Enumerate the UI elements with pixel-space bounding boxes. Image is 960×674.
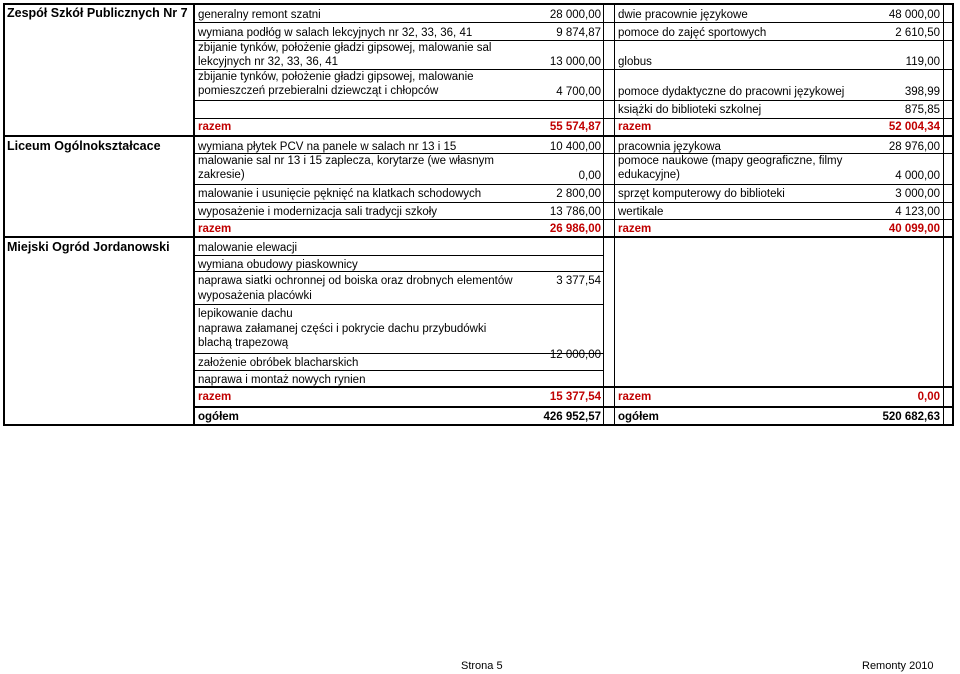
value-cell: 48 000,00 [888,9,940,21]
total-label: razem [198,121,232,133]
amount-cell: 0,00 [578,170,601,182]
work-cell: lepikowanie dachu [198,308,293,320]
total-label: razem [198,223,232,235]
page-number: Strona 5 [461,660,503,672]
work-cell: wymiana płytek PCV na panele w salach nr 13 i 15 [198,141,457,153]
school-name-lo: Liceum Ogólnokształcace [7,139,161,153]
total-label: razem [618,223,652,235]
grand-total-label: ogółem [618,411,659,423]
amount-cell: 13 786,00 [549,206,601,218]
amount-cell: 28 000,00 [549,9,601,21]
work-cell: malowanie i usunięcie pęknięć na klatkach schodowych [198,188,482,200]
total-label: razem [618,391,652,403]
item-cell: pomoce do zajęć sportowych [618,27,767,39]
amount-cell: 10 400,00 [549,141,601,153]
work-cell: założenie obróbek blacharskich [198,357,359,369]
work-cell: naprawa i montaż nowych rynien [198,374,366,386]
footer-title: Remonty 2010 [862,660,934,672]
total-value: 52 004,34 [888,121,940,133]
amount-cell: 12 000,00 [549,349,601,361]
work-cell: zbijanie tynków, położenie gładzi gipsowej, malowanie pomieszczeń przebieralni dziewcząt i chłopców [198,71,474,97]
item-cell: dwie pracownie językowe [618,9,748,21]
work-cell: malowanie sal nr 13 i 15 zaplecza, korytarze (we własnym zakresie) [198,155,494,181]
grand-total-label: ogółem [198,411,239,423]
work-cell: wymiana podłóg w salach lekcyjnych nr 32, 33, 36, 41 [198,27,473,39]
work-cell: zbijanie tynków, położenie gładzi gipsowej, malowanie sal lekcyjnych nr 32, 33, 36, 41 [198,42,492,68]
work-cell: wymiana obudowy piaskownicy [198,259,358,271]
grand-total-value: 520 682,63 [882,411,940,423]
item-cell: pracownia językowa [618,141,721,153]
value-cell: 398,99 [904,86,940,98]
school-name-ogrod: Miejski Ogród Jordanowski [7,240,170,254]
work-cell: wyposażenia placówki [198,290,312,302]
grand-total-amount: 426 952,57 [543,411,601,423]
value-cell: 3 000,00 [895,188,940,200]
work-cell: generalny remont szatni [198,9,321,21]
item-cell: pomoce naukowe (mapy geograficzne, filmy edukacyjne) [618,155,843,181]
total-amount: 15 377,54 [549,391,601,403]
total-amount: 26 986,00 [549,223,601,235]
value-cell: 28 976,00 [888,141,940,153]
work-cell: wyposażenie i modernizacja sali tradycji szkoły [198,206,438,218]
item-cell: wertikale [618,206,664,218]
value-cell: 875,85 [904,104,940,116]
school-name-zsp7: Zespół Szkół Publicznych Nr 7 [7,6,188,20]
work-cell: naprawa siatki ochronnej od boiska oraz drobnych elementów [198,275,513,287]
item-cell: globus [618,56,652,68]
total-value: 0,00 [917,391,940,403]
value-cell: 2 610,50 [895,27,940,39]
item-cell: sprzęt komputerowy do biblioteki [618,188,785,200]
amount-cell: 2 800,00 [556,188,601,200]
amount-cell: 4 700,00 [556,86,601,98]
work-cell: malowanie elewacji [198,242,298,254]
total-label: razem [618,121,652,133]
value-cell: 119,00 [905,56,940,68]
amount-cell: 3 377,54 [556,275,601,287]
value-cell: 4 123,00 [895,206,940,218]
item-cell: pomoce dydaktyczne do pracowni językowej [618,86,845,98]
amount-cell: 9 874,87 [556,27,601,39]
total-amount: 55 574,87 [549,121,601,133]
item-cell: książki do biblioteki szkolnej [618,104,762,116]
work-cell: naprawa załamanej części i pokrycie dachu przybudówki blachą trapezową [198,323,487,349]
value-cell: 4 000,00 [895,170,940,182]
total-value: 40 099,00 [888,223,940,235]
total-label: razem [198,391,232,403]
amount-cell: 13 000,00 [549,56,601,68]
